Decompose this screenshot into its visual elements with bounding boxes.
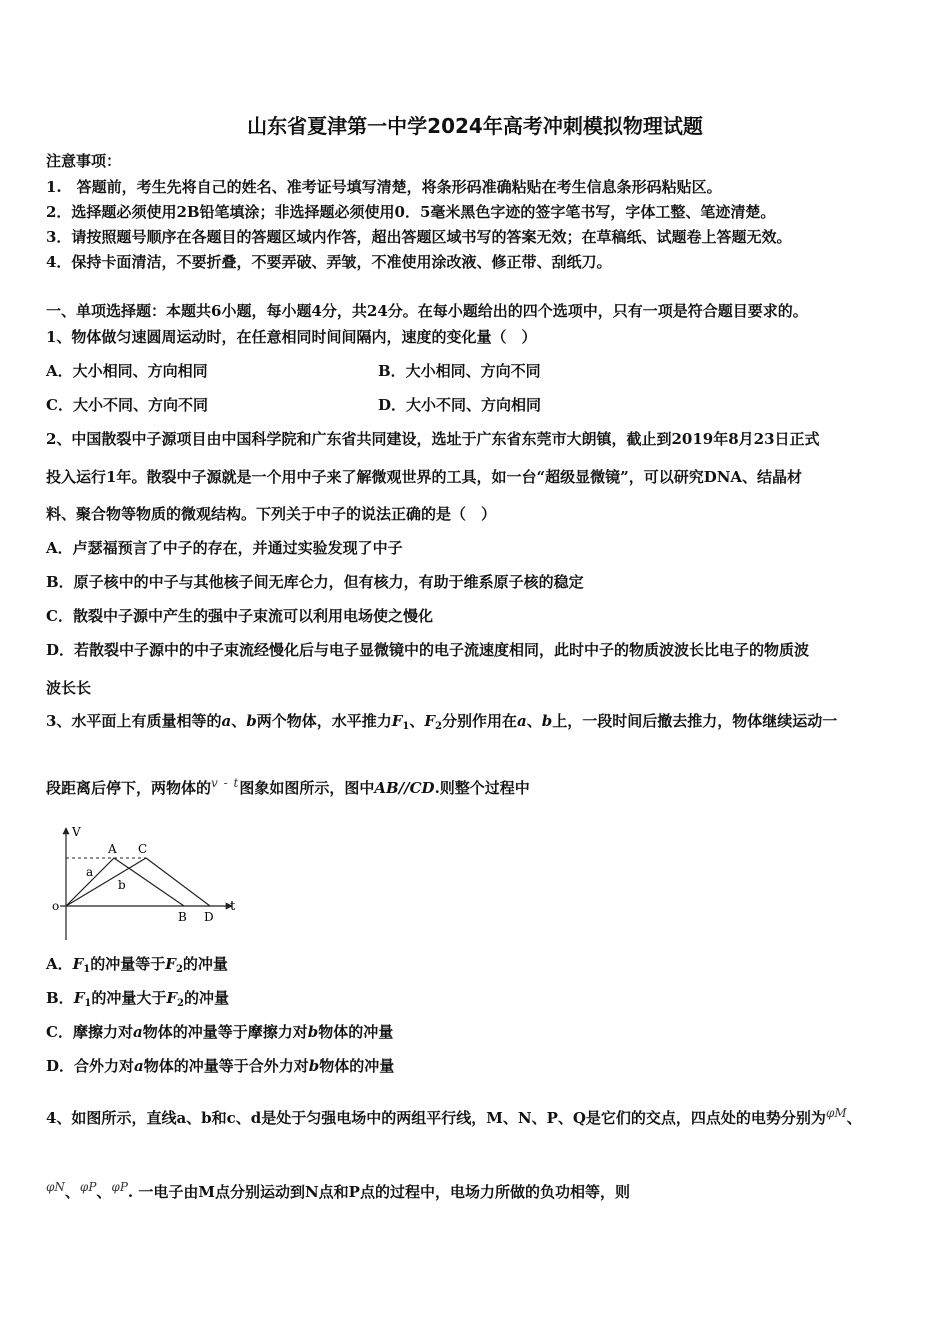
q3-text: 的冲量 [183, 989, 229, 1007]
q3-sub: 2 [175, 964, 183, 975]
label-v: V [72, 825, 81, 839]
q3-var: a [134, 1057, 144, 1075]
q1-options-row2 [46, 395, 906, 415]
q3-parallel: AB//CD [374, 779, 435, 797]
q4-phi-p: φP [111, 1180, 128, 1194]
q3-var: b [307, 1023, 319, 1041]
q4-text: 、 [64, 1183, 80, 1201]
q3-text: 分别作用在 [441, 712, 517, 730]
q3-var-f1: F [391, 712, 403, 730]
q2-option-c: C．散裂中子源中产生的强中子束流可以利用电场使之慢化 [46, 607, 433, 625]
q4-phi-m: φM [825, 1106, 847, 1120]
q1-option-c: C．大小不同、方向不同 [46, 396, 208, 414]
q4-text: 、 [846, 1109, 862, 1127]
q2-stem-line1: 2、中国散裂中子源项目由中国科学院和广东省共同建设，选址于广东省东莞市大朗镇，截止到2019年8月23日正式 [46, 430, 820, 448]
label-a: a [86, 865, 94, 879]
q4-stem-line2 [46, 1177, 630, 1202]
label-D: D [204, 910, 214, 924]
q3-text: 、 [526, 712, 542, 730]
section-heading: 一、单项选择题：本题共6小题，每小题4分，共24分。在每小题给出的四个选项中，只有一项是符合题目要求的。 [46, 302, 808, 320]
q3-text: 物体的冲量等于摩擦力对 [142, 1023, 308, 1041]
q4-phi-p: φP [79, 1180, 97, 1194]
q3-text: 物体的冲量 [318, 1023, 394, 1041]
q4-stem-line1 [46, 1103, 862, 1128]
notice-heading: 注意事项： [46, 152, 122, 170]
q3-var-a: a [517, 712, 527, 730]
q3-option-b [46, 988, 229, 1014]
q2-option-d-cont: 波长长 [46, 679, 92, 697]
vt-graph [50, 822, 250, 946]
q2-stem-line2: 投入运行1年。散裂中子源就是一个用中子来了解微观世界的工具，如一台“超级显微镜”，可以研究DNA、结晶材 [46, 468, 803, 486]
q3-option-c [46, 1022, 393, 1042]
q3-stem-line2 [46, 773, 530, 798]
q3-var: F [165, 955, 176, 973]
q1-option-b: B．大小相同、方向不同 [378, 362, 541, 380]
q3-sub: 1 [83, 964, 91, 975]
q4-text: 、 [96, 1183, 112, 1201]
q3-sub: 1 [84, 998, 92, 1009]
q3-sub: 1 [402, 721, 410, 732]
q2-option-d: D．若散裂中子源中的中子束流经慢化后与电子显微镜中的电子流速度相同，此时中子的物质波波长比电子的物质波 [46, 641, 810, 659]
notice-item-1: 1. 答题前，考生先将自己的姓名、准考证号填写清楚，将条形码准确粘贴在考生信息条形码粘贴区。 [46, 178, 722, 196]
q3-var-a: a [221, 712, 232, 730]
q3-text: 的冲量等于 [90, 955, 166, 973]
q3-text: 、 [409, 712, 425, 730]
q3-var: a [132, 1023, 143, 1041]
label-t: t [230, 899, 236, 914]
q2-stem-line3: 料、聚合物等物质的微观结构。下列关于中子的说法正确的是（ ） [46, 505, 497, 523]
q3-stem-line1 [46, 711, 837, 737]
q1-stem: 1、物体做匀速圆周运动时，在任意相同时间间隔内，速度的变化量（ ） [46, 328, 537, 346]
q3-text: 段距离后停下，两物体的 [46, 779, 212, 797]
q4-text: . 一电子由M点分别运动到N点和P点的过程中，电场力所做的负功相等，则 [127, 1183, 630, 1201]
notice-item-4: 4．保持卡面清洁，不要折叠，不要弄破、弄皱，不准使用涂改液、修正带、刮纸刀。 [46, 253, 612, 271]
q3-var-f2: F [424, 712, 436, 730]
label-B: B [178, 910, 187, 924]
q3-var: F [72, 955, 84, 973]
q4-text: 4、如图所示，直线a、b和c、d是处于匀强电场中的两组平行线，M、N、P、Q是它们的交点，四点处的电势分别为 [46, 1109, 826, 1127]
label-C: C [138, 842, 148, 856]
q3-option-d [46, 1056, 394, 1076]
q2-option-a: A．卢瑟福预言了中子的存在，并通过实验发现了中子 [46, 539, 403, 557]
page-title: 山东省夏津第一中学2024年高考冲刺模拟物理试题 [247, 114, 703, 138]
q3-text: 物体的冲量等于合外力对 [143, 1057, 309, 1075]
q3-var-b: b [246, 712, 257, 730]
q3-text: 的冲量大于 [91, 989, 167, 1007]
q1-option-d: D．大小不同、方向相同 [378, 396, 542, 414]
q3-text: C．摩擦力对 [46, 1023, 133, 1041]
q3-text: 的冲量 [182, 955, 228, 973]
q3-text: B． [46, 989, 74, 1007]
q3-sub: 2 [176, 998, 184, 1009]
q2-option-b: B．原子核中的中子与其他核子间无库仑力，但有核力，有助于维系原子核的稳定 [46, 573, 584, 591]
q3-text: D．合外力对 [46, 1057, 135, 1075]
q3-text: 图象如图所示，图中 [239, 779, 375, 797]
q3-vt-symbol: v - t [211, 776, 240, 790]
q4-phi-n: φN [46, 1180, 65, 1194]
q3-text: .则整个过程中 [434, 779, 530, 797]
q3-text: 上，一段时间后撤去推力，物体继续运动一 [552, 712, 838, 730]
q3-var: F [166, 989, 177, 1007]
q3-text: 物体的冲量 [319, 1057, 395, 1075]
label-b: b [118, 878, 126, 892]
q1-options-row1 [46, 361, 906, 381]
label-o: o [52, 899, 60, 913]
q3-var: F [73, 989, 85, 1007]
q3-var: b [308, 1057, 320, 1075]
label-A: A [108, 842, 117, 856]
q3-option-a [46, 954, 228, 980]
q3-sub: 2 [435, 721, 442, 732]
q3-text: 、 [231, 712, 247, 730]
q3-text: 3、水平面上有质量相等的 [46, 712, 222, 730]
q3-text: A． [46, 955, 73, 973]
q1-option-a: A．大小相同、方向相同 [46, 362, 208, 380]
q3-text: 两个物体，水平推力 [256, 712, 392, 730]
notice-item-3: 3．请按照题号顺序在各题目的答题区域内作答，超出答题区域书写的答案无效；在草稿纸、试题卷上答题无效。 [46, 228, 792, 246]
q3-var-b: b [541, 712, 553, 730]
notice-item-2: 2．选择题必须使用2B铅笔填涂；非选择题必须使用0．5毫米黑色字迹的签字笔书写，字体工整、笔迹清楚。 [46, 203, 776, 221]
